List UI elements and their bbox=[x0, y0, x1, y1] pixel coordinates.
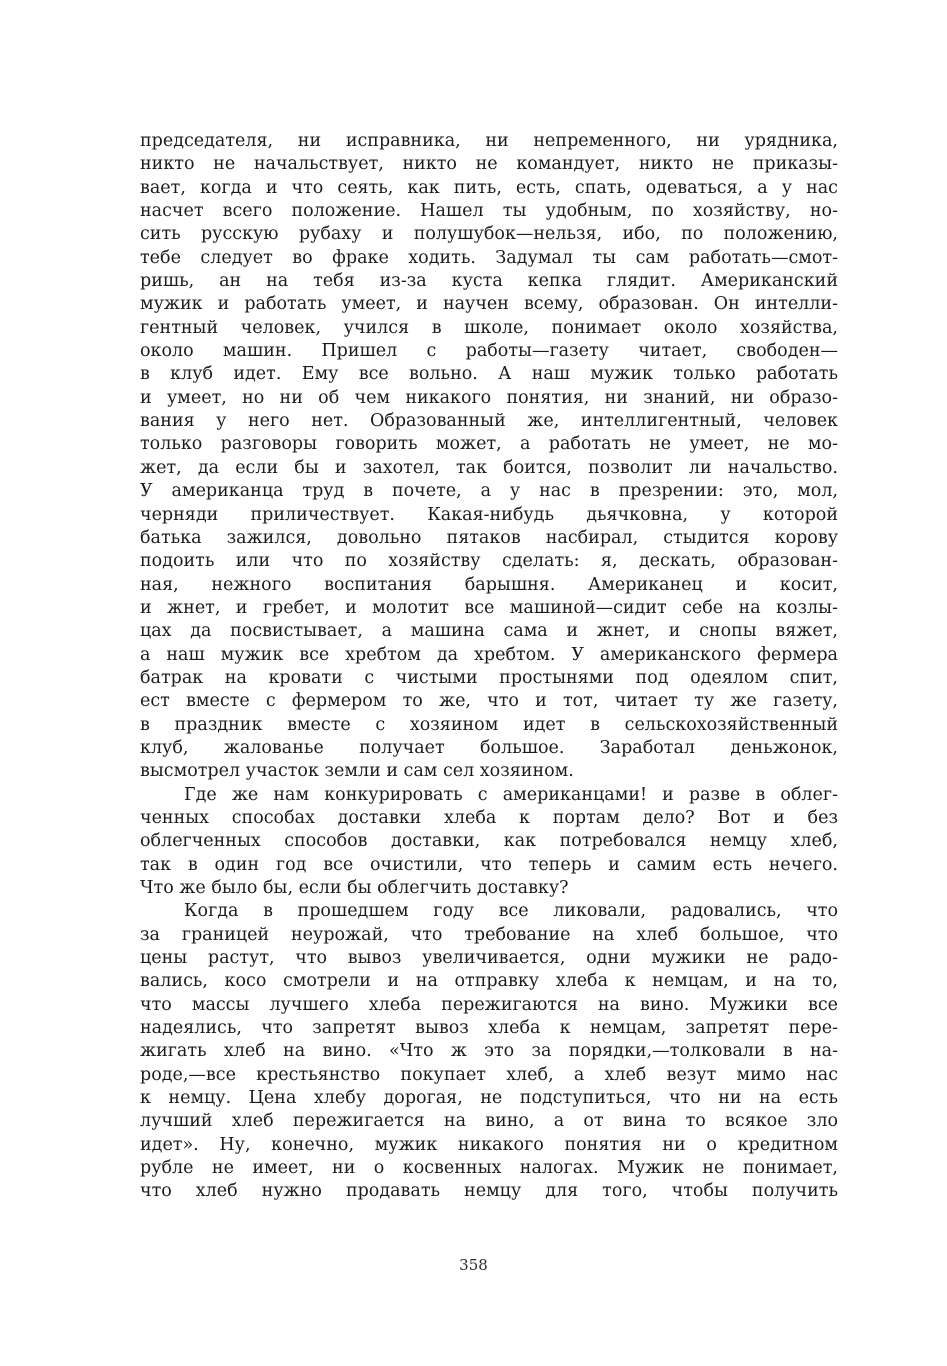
text-line: ченных способах доставки хлеба к портам дело? Вот и без bbox=[140, 807, 838, 828]
text-line: надеялись, что запретят вывоз хлеба к немцам, запретят пере- bbox=[140, 1018, 838, 1039]
text-line: вает, когда и что сеять, как пить, есть, спать, одеваться, а у нас bbox=[140, 177, 838, 198]
text-line: У американца труд в почете, а у нас в презрении: это, мол, bbox=[140, 481, 838, 502]
text-line: батрак на кровати с чистыми простынями под одеялом спит, bbox=[140, 667, 838, 688]
text-line: ришь, ан на тебя из-за куста кепка глядит. Американский bbox=[140, 271, 838, 292]
text-line: идет». Ну, конечно, мужик никакого понятия ни о кредитном bbox=[140, 1134, 838, 1155]
text-line: Когда в прошедшем году все ликовали, радовались, что bbox=[184, 901, 838, 922]
text-line: клуб, жалованье получает большое. Заработал деньжонок, bbox=[140, 737, 838, 758]
text-line: ест вместе с фермером то же, что и тот, читает ту же газету, bbox=[140, 691, 838, 712]
text-line: рубле не имеет, ни о косвенных налогах. Мужик не понимает, bbox=[140, 1158, 838, 1179]
text-line: а наш мужик все хребтом да хребтом. У американского фермера bbox=[140, 644, 838, 665]
text-line: в праздник вместе с хозяином идет в сельскохозяйственный bbox=[140, 714, 838, 735]
text-line: цах да посвистывает, а машина сама и жнет, и снопы вяжет, bbox=[140, 621, 838, 642]
text-line: за границей неурожай, что требование на хлеб большое, что bbox=[140, 924, 838, 945]
text-line: Где же нам конкурировать с американцами! и разве в облег- bbox=[184, 784, 838, 805]
text-line: никто не начальствует, никто не командует, никто не приказы- bbox=[140, 154, 838, 175]
text-line: около машин. Пришел с работы—газету читает, свободен— bbox=[140, 341, 838, 362]
text-line: высмотрел участок земли и сам сел хозяином. bbox=[140, 761, 574, 782]
text-line: жигать хлеб на вино. «Что ж это за порядки,—толковали в на- bbox=[140, 1041, 838, 1062]
text-line: черняди приличествует. Какая-нибудь дьячковна, у которой bbox=[140, 504, 838, 525]
body-text bbox=[140, 130, 838, 1204]
text-line: мужик и работать умеет, и научен всему, образован. Он интелли- bbox=[140, 294, 838, 315]
text-line: вались, косо смотрели и на отправку хлеба к немцам, и на то, bbox=[140, 971, 838, 992]
text-line: вания у него нет. Образованный же, интеллигентный, человек bbox=[140, 411, 838, 432]
text-line: цены растут, что вывоз увеличивается, одни мужики не радо- bbox=[140, 948, 838, 969]
text-line: что массы лучшего хлеба пережигаются на вино. Мужики все bbox=[140, 994, 838, 1015]
text-line: в клуб идет. Ему все вольно. А наш мужик только работать bbox=[140, 364, 838, 385]
text-line: только разговоры говорить может, а работать не умеет, не мо- bbox=[140, 434, 838, 455]
text-line: что хлеб нужно продавать немцу для того, чтобы получить bbox=[140, 1181, 838, 1202]
text-line: гентный человек, учился в школе, понимает около хозяйства, bbox=[140, 317, 838, 338]
text-line: батька зажился, довольно пятаков насбирал, стыдится корову bbox=[140, 527, 838, 548]
text-line: Что же было бы, если бы облегчить доставку? bbox=[140, 878, 569, 898]
text-line: роде,—все крестьянство покупает хлеб, а хлеб везут мимо нас bbox=[140, 1064, 838, 1085]
text-line: насчет всего положение. Нашел ты удобным, по хозяйству, но- bbox=[140, 201, 838, 222]
text-line: и жнет, и гребет, и молотит все машиной—сидит себе на козлы- bbox=[140, 597, 838, 618]
text-line: к немцу. Цена хлебу дорогая, не подступиться, что ни на есть bbox=[140, 1088, 838, 1109]
text-line: тебе следует во фраке ходить. Задумал ты сам работать—смот- bbox=[140, 247, 838, 268]
text-line: и умеет, но ни об чем никакого понятия, ни знаний, ни образо- bbox=[140, 387, 838, 408]
text-line: лучший хлеб пережигается на вино, а от вина то всякое зло bbox=[140, 1111, 838, 1132]
text-line: ная, нежного воспитания барышня. Американец и косит, bbox=[140, 574, 838, 595]
text-line: подоить или что по хозяйству сделать: я, дескать, образован- bbox=[140, 551, 838, 572]
text-line: председателя, ни исправника, ни непременного, ни урядника, bbox=[140, 131, 838, 151]
page-number: 358 bbox=[459, 1256, 488, 1274]
text-line: облегченных способов доставки, как потребовался немцу хлеб, bbox=[140, 831, 838, 852]
text-line: жет, да если бы и захотел, так боится, позволит ли начальство. bbox=[140, 457, 838, 478]
text-line: так в один год все очистили, что теперь и самим есть нечего. bbox=[140, 854, 838, 875]
text-line: сить русскую рубаху и полушубок—нельзя, ибо, по положению, bbox=[140, 224, 838, 245]
